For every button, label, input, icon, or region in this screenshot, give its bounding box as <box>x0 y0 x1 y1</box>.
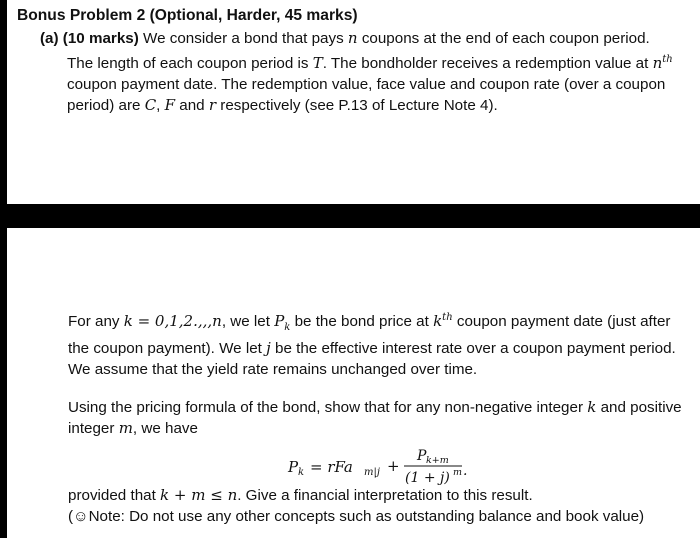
part-a-body: The length of each coupon period is T. The bondholder receives a redemption value at $n^{th}$ coupon payment date. The redemption value, face value and coupon rate (over a coupon period) are C, F and r respectively (see P.13 of Lecture Note 4). <box>67 54 673 115</box>
part-a-text: . The bondholder receives a redemption value at <box>322 55 649 73</box>
math-j: j <box>266 339 271 358</box>
formula-plus: + <box>387 457 400 475</box>
continuation-page <box>7 228 700 538</box>
definitions-paragraph <box>68 307 688 380</box>
math-condition: k + m ≤ n <box>160 486 238 504</box>
text: be the bond price at <box>294 313 429 331</box>
text: , we let <box>221 313 270 331</box>
task-paragraph <box>68 397 688 439</box>
note: (☺Note: Do not use any other concepts such as outstanding balance and book value) <box>68 508 645 525</box>
math-th: th <box>442 312 453 323</box>
text: coupon payment date (just after the coupon payment). We let <box>68 313 671 358</box>
formula-denominator-sup: m <box>453 467 463 478</box>
math-r: r <box>208 96 217 115</box>
text: provided that <box>68 487 156 504</box>
math-T: T <box>312 54 323 73</box>
part-a-text: The length of each coupon period is <box>67 55 309 73</box>
part-a-text: coupons at the end of each coupon period. <box>361 30 650 47</box>
math-th: th <box>662 54 673 65</box>
math-k-sub: k <box>284 322 291 334</box>
math-k: k <box>587 398 597 416</box>
text: For any <box>68 313 120 331</box>
formula-annuity: = rFa <box>310 458 353 476</box>
math-m: m <box>118 419 133 437</box>
formula-denominator: (1 + j) <box>405 470 450 485</box>
formula-annuity-sub: m|j <box>364 467 380 478</box>
math-n: n <box>347 29 358 47</box>
formula-numerator: P <box>417 448 427 464</box>
text: , we have <box>132 420 198 437</box>
formula-lhs-sub: k <box>298 467 305 478</box>
math-C: C <box>144 96 157 115</box>
text: Using the pricing formula of the bond, show that for any non-negative integer <box>68 399 583 416</box>
math-P: P <box>274 312 285 331</box>
part-a-text: and <box>179 97 205 115</box>
part-a-text: coupon payment date. The redemption value, face value and coupon rate (over a coupon period) are <box>67 76 666 115</box>
formula-period: . <box>463 463 468 479</box>
part-a-text: respectively (see P.13 of Lecture Note 4). <box>220 97 498 115</box>
problem-statement-page <box>7 0 700 204</box>
text: be the effective interest rate over a coupon payment period. We assume that the yield rate remains unchanged over time. <box>68 340 676 379</box>
text: . Give a financial interpretation to this result. <box>237 487 533 504</box>
text: and positive integer <box>68 399 682 437</box>
formula-numerator-sub: k+m <box>426 455 449 466</box>
bond-price-formula <box>7 445 700 485</box>
marks-label: (10 marks) <box>62 30 139 47</box>
condition-paragraph <box>68 485 688 527</box>
problem-heading: Bonus Problem 2 (Optional, Harder, 45 marks) <box>17 7 358 24</box>
part-a-text: We consider a bond that pays <box>143 30 344 47</box>
part-label: (a) <box>40 30 59 47</box>
math-F: F <box>164 96 176 115</box>
part-a <box>40 28 690 116</box>
math-k: k <box>433 312 443 331</box>
formula-lhs: P <box>288 458 299 476</box>
math-n: n <box>652 54 663 73</box>
math-k-range: k = 0,1,2.,,,n <box>123 312 222 331</box>
